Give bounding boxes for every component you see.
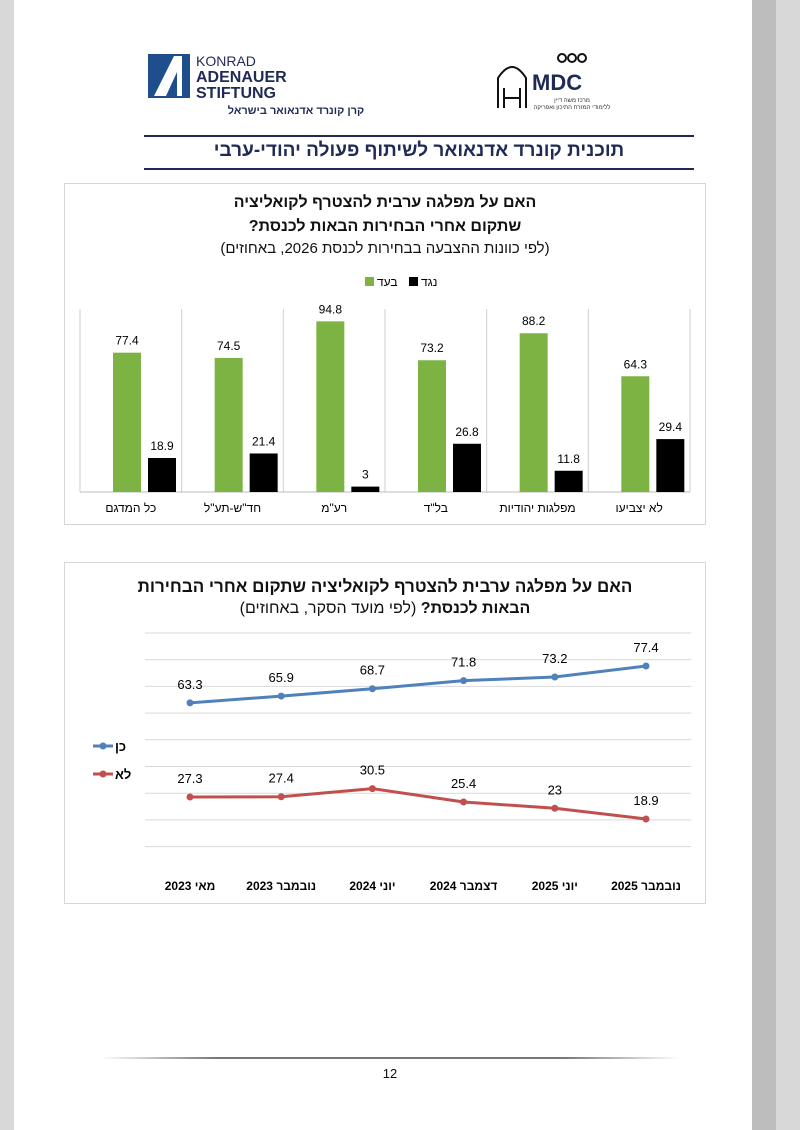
- point-yes: [551, 673, 558, 680]
- line-chart-panel: [64, 562, 706, 904]
- kas-name-2: ADENAUER: [196, 69, 287, 86]
- data-label-no: 18.9: [633, 792, 659, 808]
- category-label: כל המדגם: [105, 501, 157, 515]
- line-chart-title-2-rest: (לפי מועד הסקר, באחוזים): [239, 600, 421, 617]
- data-label-against: 29.4: [658, 420, 683, 435]
- kas-logo: [148, 52, 365, 122]
- bar-against: [351, 487, 379, 492]
- bar-for: [113, 353, 141, 492]
- point-yes: [643, 662, 650, 669]
- data-label-for: 88.2: [521, 314, 546, 329]
- legend-label-against: נגד: [421, 275, 438, 289]
- bar-against: [148, 458, 176, 492]
- legend-label-no: לא: [115, 767, 132, 782]
- footer-line: [100, 1057, 680, 1059]
- kas-hebrew-name: קרן קונרד אדנאואר בישראל: [227, 105, 365, 117]
- point-no: [460, 798, 467, 805]
- bar-chart-subtitle: (לפי כוונות ההצבעה בבחירות לכנסת 2026, באחוזים): [220, 240, 550, 257]
- bar-for: [215, 358, 243, 492]
- data-label-no: 30.5: [359, 762, 386, 778]
- line-chart-title-2-bold: הבאות לכנסת?: [420, 600, 531, 617]
- bar-for: [316, 321, 344, 492]
- bar-chart: [65, 184, 705, 524]
- category-label: לא יצביעו: [615, 501, 663, 515]
- data-label-no: 25.4: [450, 775, 477, 791]
- series-line-yes: [190, 666, 646, 703]
- legend-marker-yes: [100, 743, 107, 750]
- data-label-no: 27.3: [177, 771, 203, 787]
- data-label-yes: 68.7: [359, 662, 386, 678]
- mdc-logo: [492, 48, 612, 118]
- x-tick-label: נובמבר 2023: [246, 879, 317, 893]
- point-yes: [460, 677, 467, 684]
- category-label: מפלגות יהודיות: [499, 501, 576, 515]
- legend-marker-no: [100, 771, 107, 778]
- data-label-against: 18.9: [150, 438, 174, 453]
- point-yes: [187, 699, 194, 706]
- data-label-for: 94.8: [318, 302, 343, 317]
- line-chart: [65, 563, 705, 903]
- bar-chart-title-2: שתקום אחרי הבחירות הבאות לכנסת?: [248, 218, 522, 235]
- data-label-for: 77.4: [115, 333, 139, 348]
- report-page: [14, 0, 776, 1130]
- x-tick-label: דצמבר 2024: [429, 879, 498, 893]
- legend-label-for: בעד: [377, 275, 398, 289]
- data-label-no: 27.4: [268, 770, 294, 786]
- point-yes: [369, 685, 376, 692]
- legend-swatch-for: [365, 277, 374, 286]
- page-edge: [752, 0, 776, 1130]
- bar-for: [621, 376, 649, 492]
- point-no: [187, 794, 194, 801]
- bar-against: [250, 453, 278, 492]
- data-label-for: 64.3: [623, 357, 648, 372]
- line-chart-title-1: האם על מפלגה ערבית להצטרף לקואליציה שתקום אחרי הבחירות: [137, 577, 633, 596]
- data-label-for: 74.5: [216, 338, 241, 353]
- bar-against: [555, 471, 583, 492]
- bar-for: [520, 333, 548, 492]
- x-tick-label: מאי 2023: [164, 879, 216, 893]
- legend-label-yes: כן: [115, 739, 127, 754]
- bar-for: [418, 360, 446, 492]
- header-line-bottom: [144, 168, 694, 170]
- data-label-for: 73.2: [420, 341, 444, 356]
- data-label-yes: 77.4: [633, 639, 659, 655]
- point-yes: [278, 693, 285, 700]
- kas-name-1: KONRAD: [196, 53, 256, 69]
- data-label-against: 26.8: [455, 424, 479, 439]
- data-label-no: 23: [547, 782, 563, 798]
- category-label: חד"ש-תע"ל: [203, 501, 262, 515]
- category-label: בל"ד: [423, 501, 448, 515]
- data-label-yes: 71.8: [450, 654, 477, 670]
- data-label-against: 21.4: [251, 434, 276, 449]
- data-label-yes: 73.2: [542, 650, 568, 666]
- bar-chart-panel: [64, 183, 706, 525]
- point-no: [278, 793, 285, 800]
- mdc-name: MDC: [532, 70, 583, 95]
- x-tick-label: יוני 2025: [531, 879, 578, 893]
- data-label-against: 3: [361, 467, 369, 482]
- legend-swatch-against: [409, 277, 418, 286]
- point-no: [643, 815, 650, 822]
- page-number: 12: [382, 1066, 398, 1081]
- header-line-top: [144, 135, 694, 137]
- data-label-against: 11.8: [557, 451, 580, 466]
- kas-name-3: STIFTUNG: [196, 85, 276, 102]
- mdc-subtitle: מרכז משה דיין ללימודי המזרח התיכון ואפריקה: [533, 98, 611, 111]
- data-label-yes: 65.9: [268, 670, 294, 686]
- category-label: רע"מ: [321, 501, 348, 515]
- point-no: [369, 785, 376, 792]
- bar-against: [656, 439, 684, 492]
- x-tick-label: נובמבר 2025: [611, 879, 681, 893]
- program-title: תוכנית קונרד אדנאואר לשיתוף פעולה יהודי-ערבי: [213, 140, 625, 161]
- data-label-yes: 63.3: [177, 676, 203, 692]
- bar-against: [453, 444, 481, 492]
- x-tick-label: יוני 2024: [349, 879, 396, 893]
- bar-chart-title-1: האם על מפלגה ערבית להצטרף לקואליציה: [233, 194, 537, 211]
- point-no: [551, 805, 558, 812]
